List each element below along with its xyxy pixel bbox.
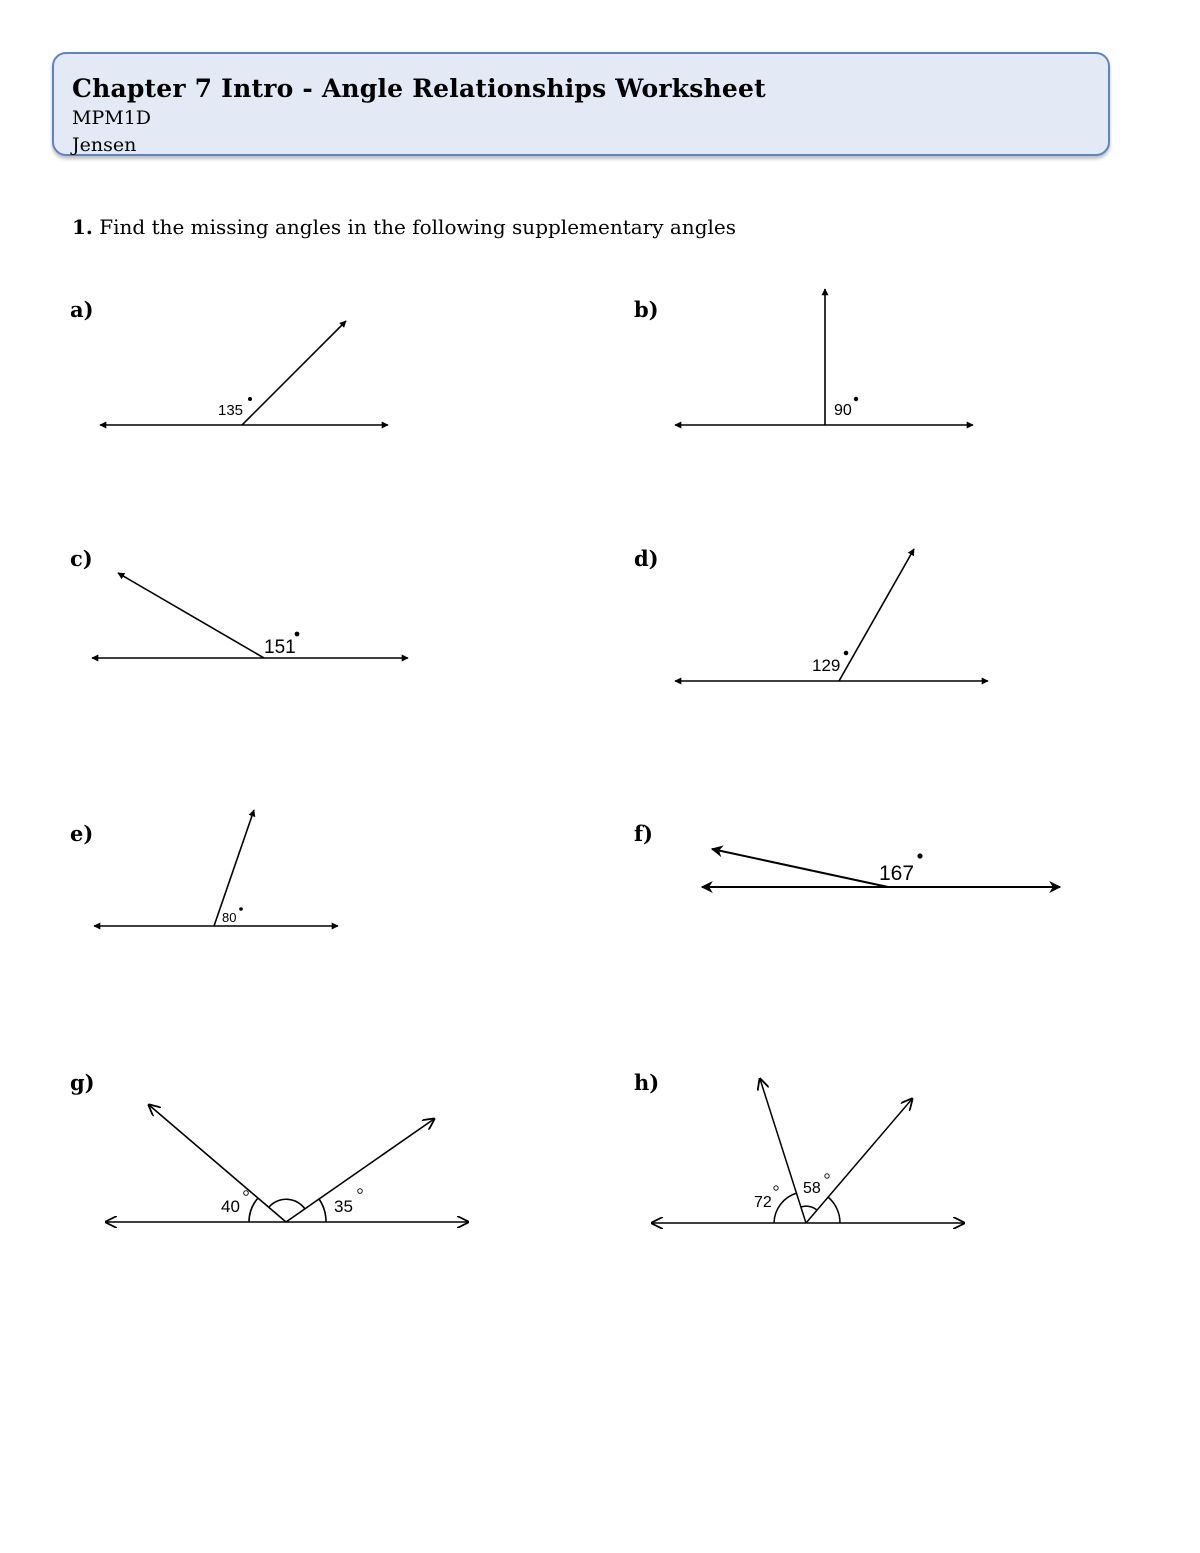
degree-mark-h-right — [825, 1174, 829, 1178]
arc-g-left — [249, 1198, 258, 1222]
arc-h-right — [828, 1197, 840, 1223]
diagram-b — [675, 289, 973, 425]
diagram-c — [92, 573, 408, 658]
angle-label-d: 129 — [812, 656, 841, 675]
angle-label-g-right: 35 — [334, 1197, 353, 1216]
diagram-g — [106, 1105, 468, 1222]
degree-mark-g-left — [244, 1191, 249, 1196]
ray-g-right — [286, 1119, 434, 1222]
angle-label-a: 135 — [218, 402, 244, 419]
ray-e — [214, 810, 254, 926]
arc-h-middle — [801, 1206, 817, 1210]
question-number: 1. — [72, 215, 93, 239]
angle-label-e: 80 — [222, 910, 237, 925]
arc-g-right — [319, 1199, 326, 1222]
ray-h-right — [806, 1099, 912, 1223]
arc-h-left — [774, 1193, 797, 1223]
diagram-a — [100, 321, 388, 425]
angle-label-f: 167 — [879, 862, 915, 885]
diagram-h — [652, 1079, 964, 1223]
ray-a — [242, 321, 346, 425]
problem-label-e: e) — [70, 821, 94, 846]
angle-label-h-right: 58 — [803, 1180, 821, 1197]
angle-label-h-left: 72 — [754, 1194, 772, 1211]
degree-dot-a — [248, 397, 252, 401]
angle-label-c: 151 — [264, 637, 296, 658]
problem-label-d: d) — [634, 546, 659, 571]
degree-mark-h-left — [774, 1186, 778, 1190]
ray-f — [712, 849, 888, 887]
worksheet-title: Chapter 7 Intro - Angle Relationships Worksheet — [72, 74, 766, 103]
problem-label-c: c) — [70, 546, 93, 571]
arc-g-middle — [269, 1199, 305, 1209]
ray-c — [118, 573, 264, 658]
problem-label-f: f) — [634, 821, 653, 846]
ray-g-left — [149, 1105, 286, 1222]
ray-d — [839, 549, 914, 681]
problem-label-b: b) — [634, 297, 659, 322]
diagram-e — [94, 810, 338, 926]
diagram-d — [675, 549, 988, 681]
degree-mark-g-right — [358, 1189, 363, 1194]
course-code: MPM1D — [72, 107, 152, 129]
angle-label-b: 90 — [834, 402, 852, 419]
degree-dot-b — [854, 397, 858, 401]
degree-dot-f — [917, 853, 922, 858]
question-text: Find the missing angles in the following supplementary angles — [99, 215, 736, 239]
angle-label-g-left: 40 — [221, 1197, 240, 1216]
degree-dot-c — [295, 632, 300, 637]
degree-dot-e — [239, 907, 243, 911]
degree-dot-d — [844, 651, 849, 656]
diagram-f — [702, 849, 1060, 887]
problem-label-a: a) — [70, 297, 94, 322]
problem-label-h: h) — [634, 1070, 660, 1095]
teacher-name: Jensen — [72, 134, 137, 156]
problem-label-g: g) — [70, 1070, 95, 1095]
